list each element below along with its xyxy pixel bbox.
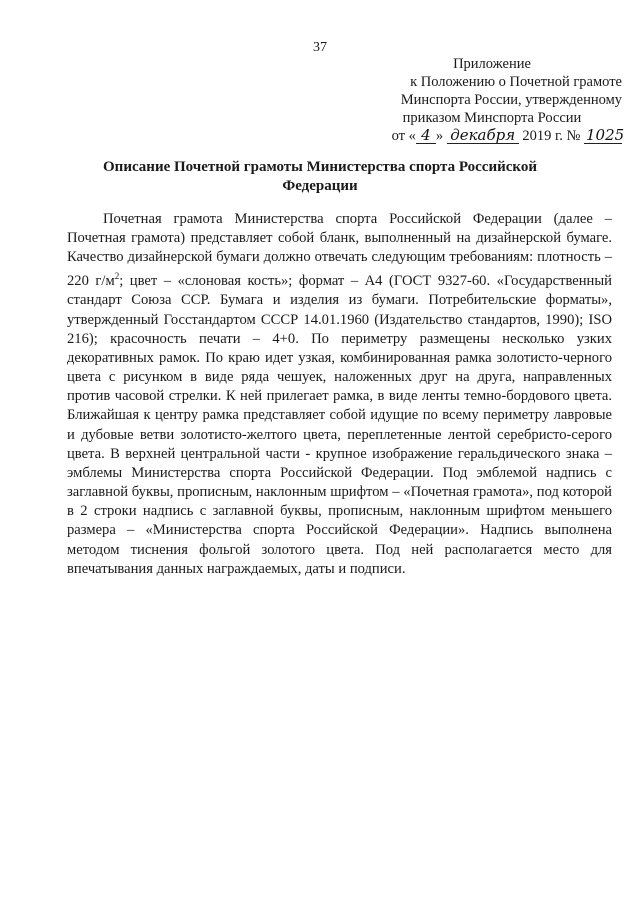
handwritten-order-number: 1025 bbox=[586, 126, 625, 144]
date-year-text: 2019 г. № bbox=[522, 128, 581, 144]
body-text-part1: Почетная грамота Министерства спорта Российской Федерации (далее – Почетная грамота) представляет собой бланк, выполненный на дизайнерской бумаге. Качество дизайнерской бумаги должно отвечать следующим требованиям: плотность – 220 г/м bbox=[67, 211, 612, 290]
appendix-date-line bbox=[362, 126, 625, 145]
body-superscript: 2 bbox=[114, 271, 120, 282]
appendix-heading: Приложение bbox=[453, 56, 531, 72]
appendix-order: приказом Минспорта России bbox=[402, 110, 582, 126]
handwritten-month: декабря bbox=[447, 128, 519, 144]
page-number: 37 bbox=[313, 40, 327, 55]
handwritten-day: 4 bbox=[416, 128, 436, 144]
document-body bbox=[67, 210, 612, 579]
date-prefix: от « bbox=[391, 128, 416, 144]
date-mid: » bbox=[435, 128, 444, 144]
body-text-part2: ; цвет – «слоновая кость»; формат – А4 (ГОСТ 9327-60. «Государственный стандарт Союза ССР. Бумага и изделия из бумаги. Потребительские форматы», утвержденный Госстандартом СССР 14.01.1960 (Издательство стандартов, 1990); ISO 216); красочность печати – 4+0. По периметру размещены несколько узких декоративных рамок. По краю идет узкая, комбинированная рамка золотисто-черного цвета с рисунком в виде ряда чешуек, наложенных друг на друга, направленных против часовой стрелки. К ней прилегает рамка, в виде ленты темно-бордового цвета. Ближайшая к центру рамка представляет собой идущие по всему периметру лавровые и дубовые ветви золотисто-желтого цвета, переплетенные лентой серебристо-серого цвета. В верхней центральной части - крупное изображение геральдического знака – эмблемы Министерства спорта Российской Федерации. Под эмблемой надпись с заглавной буквы, прописным, наклонным шрифтом – «Почетная грамота», под которой в 2 строки надпись с заглавной буквы, прописным, наклонным шрифтом меньшего размера – «Министерства спорта Российской Федерации». Надпись выполнена методом тиснения фольгой золотого цвета. Под ней располагается место для впечатывания данных награждаемых, даты и подписи. bbox=[67, 273, 612, 577]
appendix-block bbox=[362, 55, 625, 145]
document-title: Описание Почетной грамоты Министерства спорта Российской Федерации bbox=[103, 159, 537, 194]
appendix-approval: Минспорта России, утвержденному bbox=[400, 92, 622, 108]
appendix-reference: к Положению о Почетной грамоте bbox=[410, 74, 622, 90]
